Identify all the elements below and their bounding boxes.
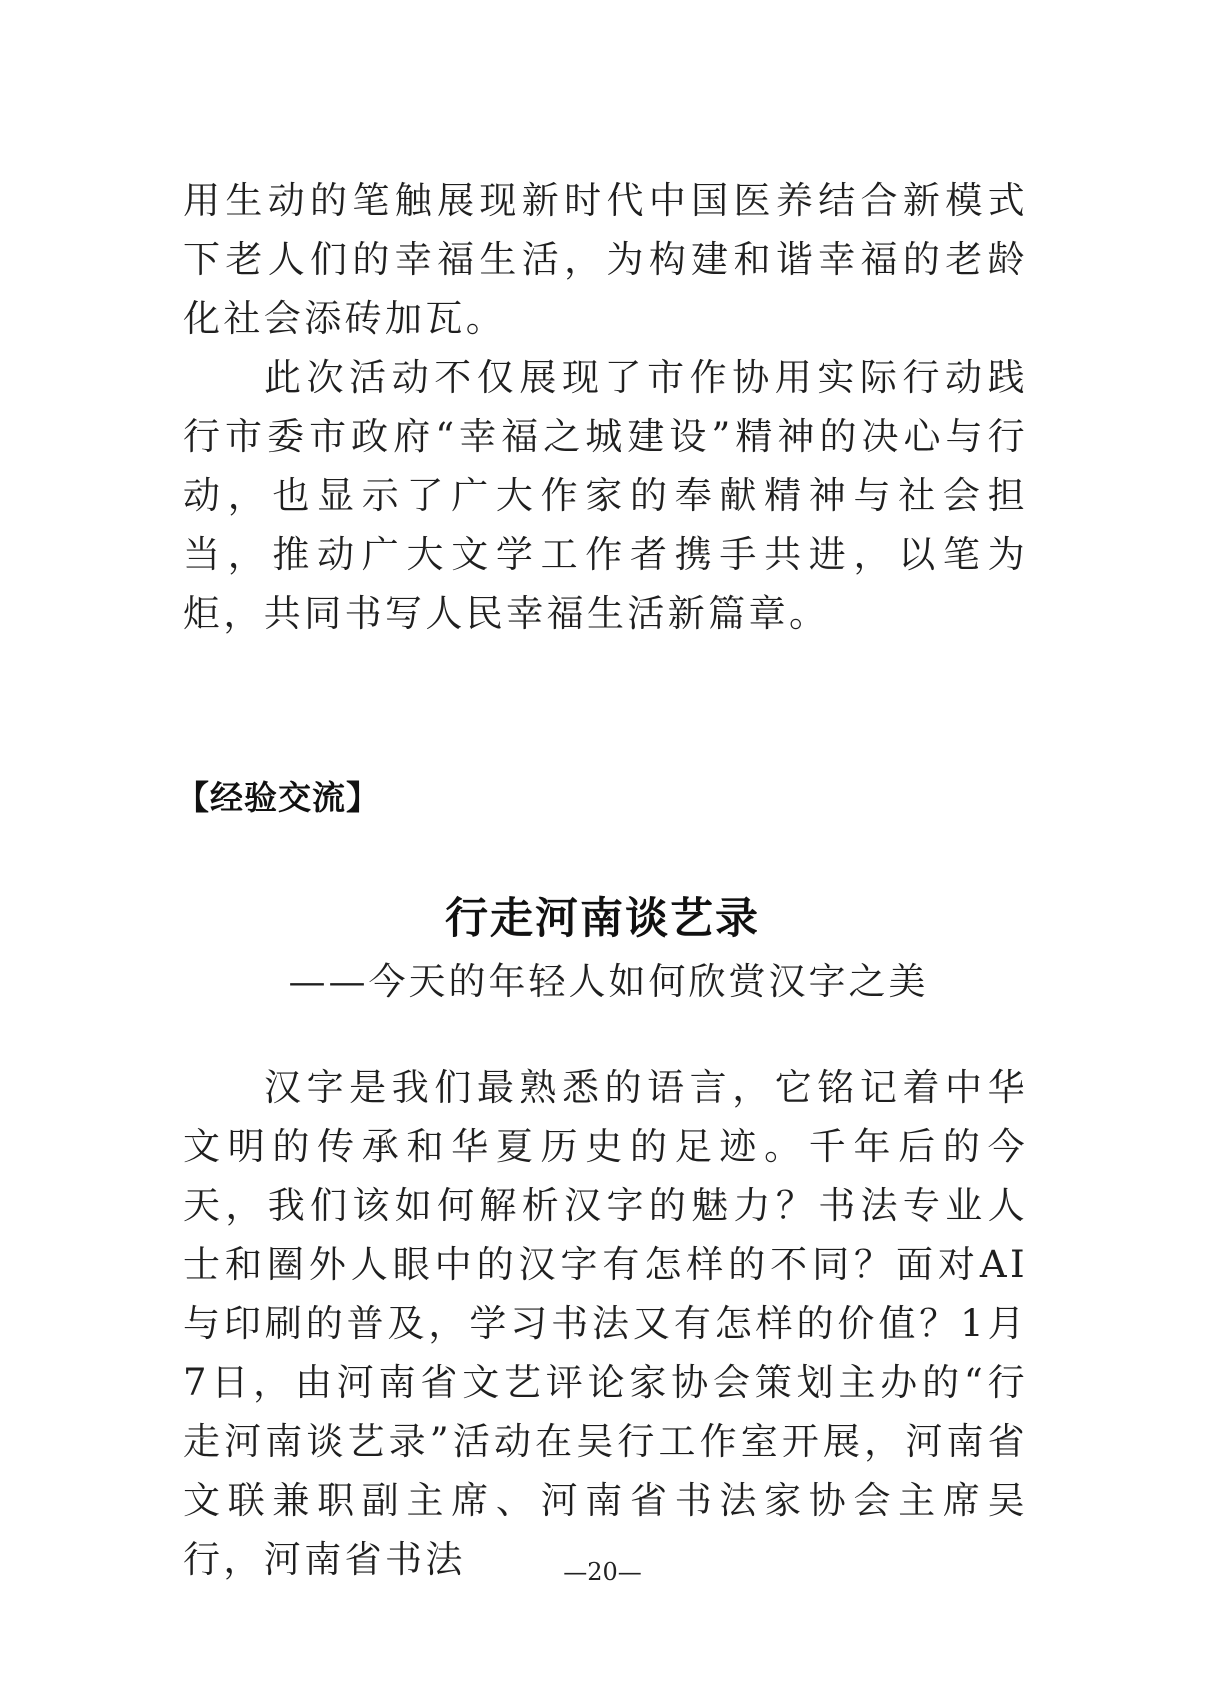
page-number: —20—	[563, 1558, 642, 1586]
body-paragraph: 此次活动不仅展现了市作协用实际行动践行市委市政府“幸福之城建设”精神的决心与行动，也显示了广大作家的奉献精神与社会担当，推动广大文学工作者携手共进，以笔为炬，共同书写人民幸福生活新篇章。	[183, 356, 1028, 635]
article-title: 行走河南谈艺录	[445, 894, 760, 944]
article-subtitle: ——今天的年轻人如何欣赏汉字之美	[288, 960, 929, 1003]
article-paragraph: 汉字是我们最熟悉的语言，它铭记着中华文明的传承和华夏历史的足迹。千年后的今天，我们该如何解析汉字的魅力？书法专业人士和圈外人眼中的汉字有怎样的不同？面对AI与印刷的普及，学习书法又有怎样的价值？1月7日，由河南省文艺评论家协会策划主办的“行走河南谈艺录”活动在吴行工作室开展，河南省文联兼职副主席、河南省书法家协会主席吴行，河南省书法	[183, 1066, 1028, 1581]
body-paragraph: 用生动的笔触展现新时代中国医养结合新模式下老人们的幸福生活，为构建和谐幸福的老龄化社会添砖加瓦。	[183, 179, 1028, 340]
section-label: 【经验交流】	[176, 778, 380, 817]
